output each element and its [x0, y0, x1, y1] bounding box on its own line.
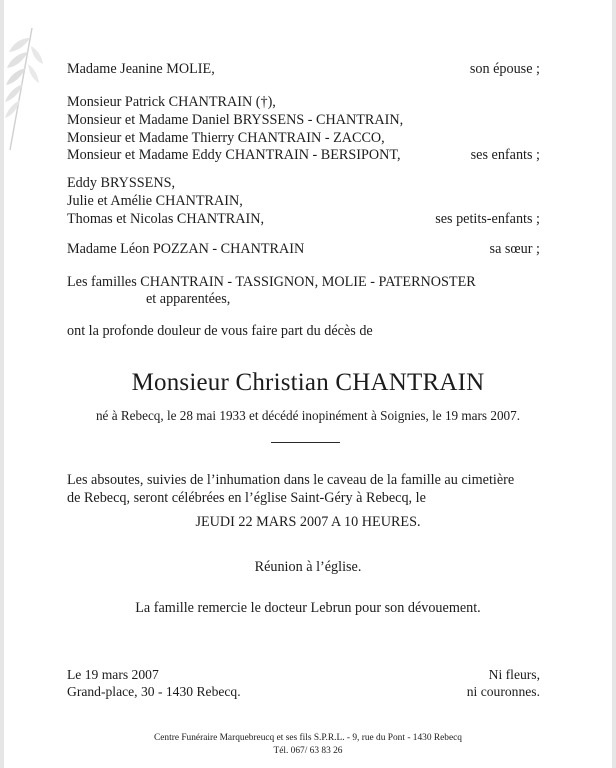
- grandchild-line: Thomas et Nicolas CHANTRAIN,: [67, 210, 265, 227]
- deceased-name: Monsieur Christian CHANTRAIN: [131, 369, 485, 396]
- no-flowers-block: [467, 666, 540, 700]
- ceremony-text: [67, 472, 547, 508]
- child-line: Monsieur et Madame Thierry CHANTRAIN - ZACCO,: [67, 129, 385, 146]
- grandchild-line: Eddy BRYSSENS,: [67, 175, 176, 191]
- footer-address-block: [67, 666, 241, 700]
- funeral-home-info: [0, 732, 616, 758]
- section-divider: [271, 442, 340, 443]
- families-related: et apparentées,: [146, 291, 231, 307]
- child-line: Monsieur et Madame Daniel BRYSSENS - CHANTRAIN,: [67, 111, 404, 128]
- funeral-home-phone: Tél. 067/ 63 83 26: [273, 746, 343, 756]
- children-relation: ses enfants ;: [470, 147, 540, 164]
- grandchildren-block: [67, 175, 540, 228]
- spouse-name: Madame Jeanine MOLIE,: [67, 61, 215, 77]
- thanks-text: La famille remercie le docteur Lebrun pour son dévouement.: [135, 600, 481, 616]
- child-line: Monsieur et Madame Eddy CHANTRAIN - BERSIPONT,: [67, 147, 401, 164]
- child-line: Monsieur Patrick CHANTRAIN (†),: [67, 94, 276, 110]
- palm-branch-emblem: [2, 22, 48, 152]
- ceremony-date: JEUDI 22 MARS 2007 A 10 HEURES.: [195, 514, 421, 530]
- deceased-dates: né à Rebecq, le 28 mai 1933 et décédé inopinément à Soignies, le 19 mars 2007.: [95, 408, 521, 423]
- no-flowers-line: ni couronnes.: [466, 684, 540, 699]
- sister-row: [67, 241, 540, 259]
- grandchildren-relation: ses petits-enfants ;: [435, 210, 540, 227]
- footer-date: Le 19 mars 2007: [67, 667, 159, 682]
- sister-relation: sa sœur ;: [489, 241, 540, 257]
- announcement-text: ont la profonde douleur de vous faire part du décès de: [67, 323, 373, 339]
- footer-address: Grand-place, 30 - 1430 Rebecq.: [67, 684, 241, 699]
- grandchild-line: Julie et Amélie CHANTRAIN,: [67, 192, 243, 209]
- sister-name: Madame Léon POZZAN - CHANTRAIN: [67, 241, 305, 257]
- meeting-text: Réunion à l’église.: [254, 559, 362, 575]
- no-flowers-line: Ni fleurs,: [488, 667, 540, 682]
- ceremony-line: Les absoutes, suivies de l’inhumation dans le caveau de la famille au cimetière: [67, 472, 515, 488]
- ceremony-line: de Rebecq, seront célébrées en l’église Saint-Géry à Rebecq, le: [67, 489, 426, 506]
- children-block: [67, 94, 540, 165]
- spouse-row: [67, 61, 540, 79]
- spouse-relation: son épouse ;: [469, 61, 540, 77]
- families-line: Les familles CHANTRAIN - TASSIGNON, MOLIE - PATERNOSTER: [67, 274, 476, 290]
- funeral-home-address: Centre Funéraire Marquebreucq et ses fils S.P.R.L. - 9, rue du Pont - 1430 Rebecq: [153, 733, 462, 743]
